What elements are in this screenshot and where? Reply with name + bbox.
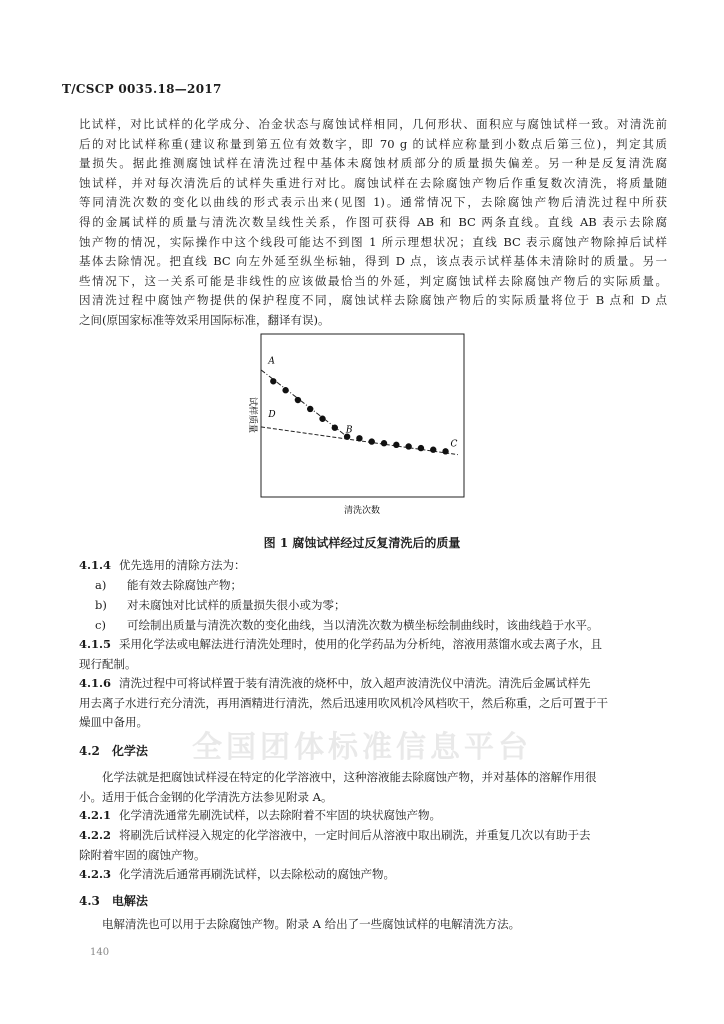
paragraph-line: 蚀产物的情况，实际操作中这个线段可能达不到图 1 所示理想状况；直线 BC 表示腐蚀产物除掉后试样 xyxy=(79,234,667,249)
paragraph-line: 比试样，对比试样的化学成分、冶金状态与腐蚀试样相同，几何形状、面积应与腐蚀试样一致。对清洗前 xyxy=(79,117,667,131)
data-point xyxy=(356,435,362,441)
point-label-c: C xyxy=(450,439,458,450)
section-title: 电解法 xyxy=(111,894,148,908)
data-point xyxy=(393,442,399,448)
paragraph-line: 后的对比试样称重(建议称量到第五位有效数字，即 70 g 的试样应称量到小数点后第三位)，判定其质 xyxy=(79,136,667,151)
point-label-d: D xyxy=(268,410,276,421)
clause-4-1-4 xyxy=(79,556,667,576)
clause-4-2-2 xyxy=(79,826,667,865)
list-marker: a) xyxy=(95,578,107,592)
data-point xyxy=(319,416,325,422)
list-item xyxy=(95,576,242,596)
clause-text: 电解清洗也可以用于去除腐蚀产物。附录 A 给出了一些腐蚀试样的电解清洗方法。 xyxy=(102,917,521,931)
clause-text: 清洗过程中可将试样置于装有清洗液的烧杯中，放入超声波清洗仪中清洗。清洗后金属试样先 xyxy=(119,676,591,690)
clause-text: 化学法就是把腐蚀试样浸在特定的化学溶液中，这种溶液能去除腐蚀产物，并对基体的溶解作用很 xyxy=(102,770,597,784)
watermark: 全国团体标准信息平台 xyxy=(192,730,532,765)
clause-text: 小。适用于低合金钢的化学清洗方法参见附录 A。 xyxy=(79,789,333,804)
clause-number: 4.2.2 xyxy=(79,828,112,842)
figure-1-chart xyxy=(236,330,476,522)
section-number: 4.3 xyxy=(79,894,100,908)
list-text: 可绘制出质量与清洗次数的变化曲线，当以清洗次数为横坐标绘制曲线时，该曲线趋于水平。 xyxy=(127,618,599,632)
list-item xyxy=(95,596,346,616)
clause-text: 燥皿中备用。 xyxy=(79,715,148,730)
data-point xyxy=(270,378,276,384)
data-point xyxy=(295,397,301,403)
clause-number: 4.2.1 xyxy=(79,808,112,822)
clause-4-1-5 xyxy=(79,635,667,674)
clause-text: 将刷洗后试样浸入规定的化学溶液中，一定时间后从溶液中取出刷洗，并重复几次以有助于去 xyxy=(119,828,591,842)
clause-number: 4.1.5 xyxy=(79,637,112,651)
clause-number: 4.2.3 xyxy=(79,867,112,881)
data-point xyxy=(405,443,411,449)
paragraph-line: 等同清洗次数的变化以曲线的形式表示出来(见图 1)。通常情况下，去除腐蚀产物后清洗过程中所获 xyxy=(79,195,667,210)
y-axis-label: 试样质量 xyxy=(247,396,257,434)
clause-4-2-3 xyxy=(79,865,667,885)
section-title: 化学法 xyxy=(111,744,148,758)
list-marker: c) xyxy=(95,618,106,632)
figure-caption: 图 1 腐蚀试样经过反复清洗后的质量 xyxy=(263,536,461,550)
plot-frame xyxy=(261,334,464,497)
paragraph-line: 得的金属试样的质量与清洗次数呈线性关系，作图可获得 AB 和 BC 两条直线。直线 AB 表示去除腐 xyxy=(79,214,667,229)
clause-number: 4.1.4 xyxy=(79,558,112,572)
data-point xyxy=(442,448,448,454)
paragraph-line: 之间(原国家标准等效采用国际标准，翻译有误)。 xyxy=(79,312,330,327)
list-text: 对未腐蚀对比试样的质量损失很小或为零； xyxy=(127,598,346,612)
list-item xyxy=(95,616,599,636)
section-4-3-heading xyxy=(79,892,148,909)
list-text: 能有效去除腐蚀产物； xyxy=(127,578,242,592)
paragraph-line: 量损失。据此推测腐蚀试样在清洗过程中基体未腐蚀材质部分的质量损失偏差。另一种是反复清洗腐 xyxy=(79,156,667,171)
point-label-b: B xyxy=(345,425,353,436)
clause-number: 4.1.6 xyxy=(79,676,112,690)
clause-text: 优先选用的清除方法为： xyxy=(119,558,246,572)
data-point xyxy=(307,406,313,412)
x-axis-label: 清洗次数 xyxy=(343,506,381,516)
list-marker: b) xyxy=(95,598,107,612)
section-4-2-heading xyxy=(79,742,148,759)
clause-4-2-1 xyxy=(79,806,667,826)
point-label-a: A xyxy=(268,356,275,367)
paragraph-line: 因清洗过程中腐蚀产物提供的保护程度不同，腐蚀试样去除腐蚀产物后的实际质量将位于 B 点和 D 点 xyxy=(79,293,667,308)
clause-text: 化学清洗通常先刷洗试样，以去除附着不牢固的块状腐蚀产物。 xyxy=(119,808,442,822)
paragraph-line: 蚀试样，并对每次清洗后的试样失重进行对比。腐蚀试样在去除腐蚀产物后作重复数次清洗，将质量随 xyxy=(79,175,667,190)
data-point xyxy=(418,445,424,451)
section-4-2-intro xyxy=(79,768,667,807)
clause-text: 现行配制。 xyxy=(79,656,137,671)
data-point xyxy=(282,387,288,393)
data-point xyxy=(332,425,338,431)
data-point xyxy=(430,447,436,453)
paragraph-line: 基体去除情况。把直线 BC 向左外延至纵坐标轴，得到 D 点，该点表示试样基体未清除时的质量。另一 xyxy=(79,254,667,269)
page-number: 140 xyxy=(90,947,110,958)
clause-text: 采用化学法或电解法进行清洗处理时，使用的化学药品为分析纯，溶液用蒸馏水或去离子水，且 xyxy=(119,637,603,651)
clause-text: 化学清洗后通常再刷洗试样，以去除松动的腐蚀产物。 xyxy=(119,867,396,881)
standard-code: T/CSCP 0035.18—2017 xyxy=(62,82,222,96)
paragraph-line: 些情况下，这一关系可能是非线性的应该做最恰当的外延，判定腐蚀试样去除腐蚀产物后的实际质量。 xyxy=(79,273,667,288)
intro-paragraph xyxy=(79,115,667,331)
section-4-3-intro xyxy=(79,915,667,935)
section-number: 4.2 xyxy=(79,744,100,758)
clause-text: 除附着牢固的腐蚀产物。 xyxy=(79,847,206,862)
clause-text: 用去离子水进行充分清洗，再用酒精进行清洗，然后迅速用吹风机冷风档吹干，然后称重，之后可置于干 xyxy=(79,695,608,710)
data-point xyxy=(369,438,375,444)
data-point xyxy=(381,440,387,446)
